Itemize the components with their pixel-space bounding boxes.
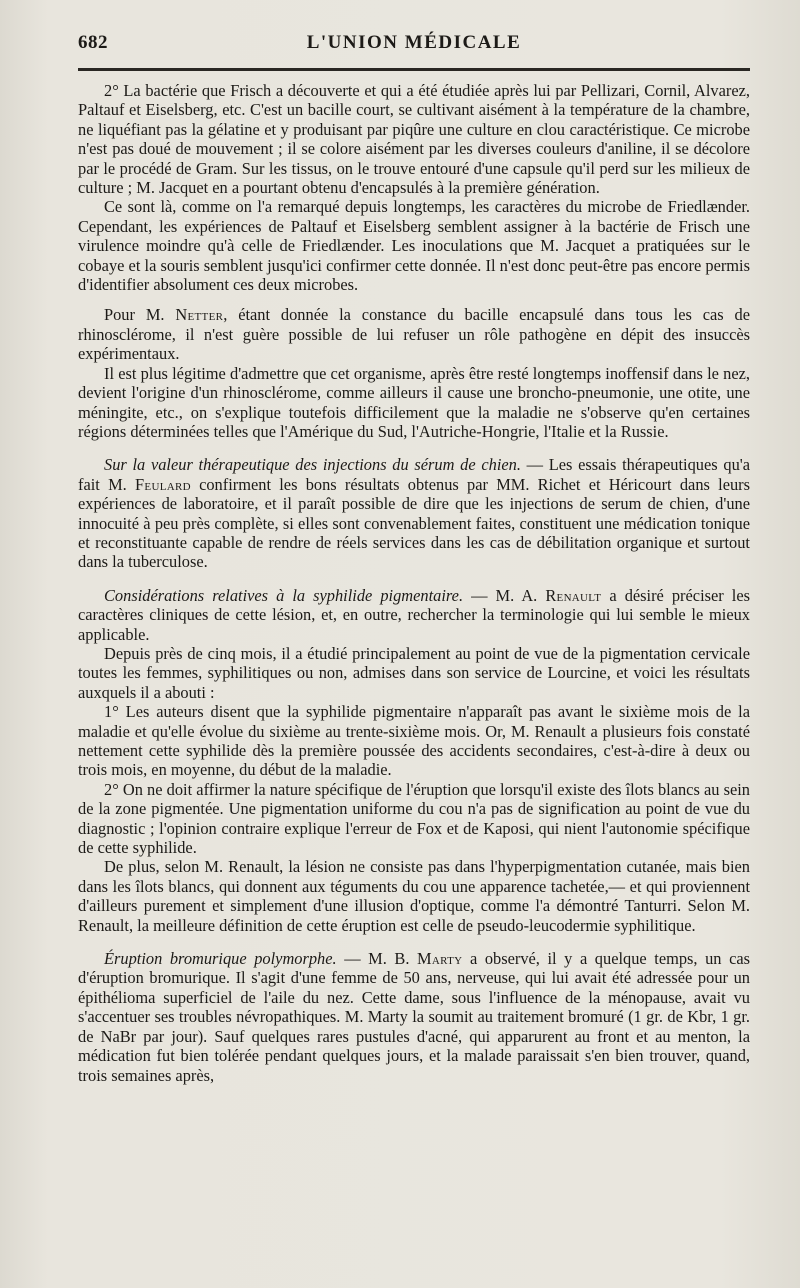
section-title: Éruption bromurique polymorphe.: [104, 949, 337, 969]
section-eruption-bromurique: [78, 949, 750, 1085]
paragraph-lead: — M. A.: [463, 585, 546, 605]
paragraph-lead: — Les essais thérapeutiques qu'a fait M.: [78, 455, 750, 494]
paragraph-ilots-blancs: [78, 857, 750, 935]
paragraph-netter: [78, 305, 750, 363]
paragraph-lead: Pour M.: [104, 305, 176, 325]
paragraph-frisch-bacterium: [78, 81, 750, 197]
paragraph-lourcine: [78, 644, 750, 702]
article-body: [78, 81, 750, 1085]
author-name: Marty: [417, 949, 463, 969]
section-title: Considérations relatives à la syphilide pigmentaire.: [104, 585, 464, 605]
paragraph-friedlaender: [78, 197, 750, 294]
paragraph-text: Il est plus légitime d'admettre que cet organisme, après être resté longtemps inoffensif dans le nez, devient l'origine d'un rhinosclérome, comme ailleurs il cause une broncho-pneumonie, une otite, une méningite, etc., on s'explique toutefois difficilement que la maladie ne s'observe qu'en certaines régions déterminées telles que l'Amérique du Sud, l'Autriche-Hongrie, l'Italie et la Russie.: [78, 363, 750, 441]
paragraph-point-2: [78, 780, 750, 858]
page-header: [78, 30, 750, 64]
author-name: Feulard: [135, 474, 191, 494]
paragraph-text: , étant donnée la constance du bacille encapsulé dans tous les cas de rhinosclérome, il n'est guère possible de lui refuser un rôle pathogène en dépit des insuccès expérimentaux.: [78, 305, 750, 364]
paragraph-rhinoscleroma: [78, 364, 750, 442]
section-serum-de-chien: [78, 455, 750, 571]
paragraph-text: 2° La bactérie que Frisch a découverte et qui a été étudiée après lui par Pellizari, Cornil, Alvarez, Paltauf et Eiselsberg, etc. C'est un bacille court, se cultivant aisément à la température de la chambre, ne liquéfiant pas la gélatine et y produisant par piqûre une culture en clou caractéristique. Ce microbe n'est pas doué de mouvement ; il se colore aisément par les diverses couleurs d'aniline, il se décolore par le procédé de Gram. Sur les tissus, on le trouve entouré d'une capsule qu'il perd sur les milieux de culture ; M. Jacquet en a pourtant obtenu d'encapsulés à la première génération.: [78, 81, 750, 198]
paragraph-lead: — M. B.: [336, 949, 418, 969]
header-rule: [78, 68, 750, 71]
paragraph-text: 1° Les auteurs disent que la syphilide pigmentaire n'apparaît pas avant le sixième mois de la maladie et qu'elle évolue du sixième au trente-sixième mois. Or, M. Renault a plusieurs fois constaté nettement cette syphilide dès la première poussée des accidents secondaires, c'est-à-dire à deux ou trois mois, en moyenne, du début de la maladie.: [78, 702, 750, 780]
paragraph-point-1: [78, 702, 750, 780]
paragraph-text: Ce sont là, comme on l'a remarqué depuis longtemps, les caractères du microbe de Friedlænder. Cependant, les expériences de Paltauf et Eiselsberg semblent assigner à la bactérie de Frisch une virulence moindre qu'à celle de Friedlænder. Les inoculations que M. Jacquet a pratiquées sur le cobaye et la souris semblent jusqu'ici confirmer cette donnée. Il n'est donc peut-être pas encore permis d'identifier absolument ces deux microbes.: [78, 197, 750, 295]
author-name: Netter: [175, 305, 224, 325]
page-number: 682: [78, 32, 108, 53]
paragraph-text: 2° On ne doit affirmer la nature spécifique de l'éruption que lorsqu'il existe des îlots blancs au sein de la zone pigmentée. Une pigmentation uniforme du cou n'a pas de signification au point de vue du diagnostic ; l'opinion contraire explique l'erreur de Fox et de Kaposi, qui nient l'autonomie spécifique de cette syphilide.: [78, 779, 750, 858]
paragraph-text: De plus, selon M. Renault, la lésion ne consiste pas dans l'hyperpigmentation cutanée, mais bien dans les îlots blancs, qui donnent aux téguments du cou une apparence tachetée,— et qui proviennent d'ailleurs purement et simplement d'une illusion d'optique, comme l'a démontré Tanturri. Selon M. Renault, la meilleure définition de cette éruption est celle de pseudo-leucodermie syphilitique.: [78, 857, 750, 935]
paragraph-text: confirment les bons résultats obtenus par MM. Richet et Héricourt dans leurs expériences de laboratoire, et il paraît possible de dire que les injections de serum de chien, d'une innocuité à peu près complète, si elles sont convenablement faites, constituent une médication tonique et reconstituante capable de rendre de réels services dans les cas de débilitation organique et surtout dans la tuberculose.: [78, 474, 750, 572]
author-name: Renault: [545, 585, 602, 605]
paragraph-text: a observé, il y a quelque temps, un cas d'éruption bromurique. Il s'agit d'une femme de 50 ans, nerveuse, qui lui avait été adressée pour un épithélioma superficiel de l'aile du nez. Cette dame, sous l'influence de la ménopause, avait vu s'accentuer ses troubles névropathiques. M. Marty la soumit au traitement bromuré (1 gr. de Kbr, 1 gr. de NaBr par jour). Sauf quelques rares pustules d'acné, qui apparurent au front et au menton, la médication fut bien tolérée pendant quelques jours, et la malade paraissait s'en bien trouver, quand, trois semaines après,: [78, 949, 750, 1085]
paragraph-text: Depuis près de cinq mois, il a étudié principalement au point de vue de la pigmentation cervicale toutes les femmes, syphilitiques ou non, admises dans son service de Lourcine, et voici les résultats auxquels il a abouti :: [78, 643, 750, 702]
running-head: L'UNION MÉDICALE: [306, 32, 522, 53]
paragraph-text: a désiré préciser les caractères cliniques de cette lésion, et, en outre, rechercher la terminologie qui lui semble le mieux applicable.: [78, 585, 750, 644]
section-syphilide-pigmentaire: [78, 586, 750, 644]
section-title: Sur la valeur thérapeutique des injections du sérum de chien.: [104, 455, 521, 475]
